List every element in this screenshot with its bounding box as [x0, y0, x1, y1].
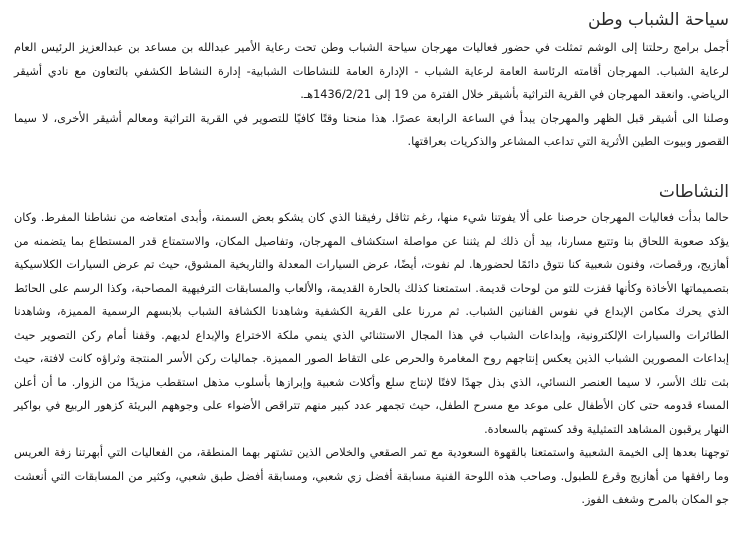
paragraph: حالما بدأت فعاليات المهرجان حرصنا على ألا يفوتنا شيء منها، رغم تثاقل رفيقنا الذي كان يشكو بعض السمنة، وأبدى امتعاضه من نشاطنا المفرط. وكان يؤكد صعوبة اللحاق بنا وتتبع مسارنا، بيد أن ذلك لم يثننا عن مواصلة استكشاف المهرجان، وتفاصيل المكان، والاستمتاع قدر المستطاع بما يتضمنه من أهازيج، ورقصات، وفنون شعبية كنا نتوق دائمًا لحضورها. لم نفوت، أيضًا، عرض السيارات المعدلة والتاريخية المشوق، حيث تم عرض السيارات الكلاسيكية بتصميماتها الأخاذة وكأنها قفزت للتو من لوحات قديمة. استمتعنا كذلك بالحارة القديمة، والألعاب والمسابقات الترفيهية المصاحبة، وكذا الرسم على الحائط الذي يحرك مكامن الإبداع في نفوس الفنانين الشباب. ثم مررنا على القرية الكشفية وشاهدنا الكشافة الشباب بلابسهم الرسمية المميزة، وشاهدنا الطائرات والسيارات الإلكترونية، وإبداعات الشباب في هذا المجال الاستثنائي الذي ينمي ملكة الاختراع والإبداع لديهم. وقفنا أمام ركن التصوير حيث إبداعات المصورين الشباب الذين يعكس إنتاجهم روح المغامرة والحرص على التقاط الصور المميزة. جماليات ركن الأسر المنتجة وثراؤه كانت لافتة، حيث بثت تلك الأسر، لا سيما العنصر النسائي، الذي بذل جهدًا لافتًا لإنتاج سلع وأكلات شعبية وإبرازها بأسلوب مذهل استقطب مزيدًا من الزوار. ما أن أعلن المساء قدومه حتى كان الأطفال على موعد مع مسرح الطفل، حيث تجمهر عدد كبير منهم تتراقص الأضواء على وجوههم البريئة كزهور الربيع في بواكير النهار يرقبون المشاهد التمثيلية وقد كستهم بالسعادة.: [14, 211, 729, 436]
section-title-youth-tourism: سياحة الشباب وطن: [587, 10, 729, 30]
section-body-activities: [14, 206, 729, 512]
paragraph: توجهنا بعدها إلى الخيمة الشعبية واستمتعنا بالقهوة السعودية مع تمر الصقعي والخلاص الذين تشتهر بهما المنطقة، من الفعاليات التي أبهرتنا زفة العريس وما رافقها من أهازيج وقرع للطبول. وصاحب هذه اللوحة الفنية مسابقة أفضل زي شعبي، ومسابقة أفضل طبق شعبي، وكثير من المسابقات التي أنعشت جو المكان بالمرح وشغف الفوز.: [14, 446, 729, 506]
section-body-youth-tourism: [14, 36, 729, 154]
section-title-activities: النشاطات: [658, 182, 729, 202]
paragraph: وصلنا الى أشيقر قبل الظهر والمهرجان يبدأ في الساعة الرابعة عصرًا. هذا منحنا وقتًا كافيًا للتصوير في القرية التراثية ومعالم أشيقر الأخرى، لا سيما القصور وبيوت الطين الأثرية التي تداعب المشاعر والذكريات بعراقتها.: [14, 111, 729, 148]
paragraph: أجمل برامج رحلتنا إلى الوشم تمثلت في حضور فعاليات مهرجان سياحة الشباب وطن تحت رعاية الأمير عبدالله بن مساعد بن عبدالعزيز الرئيس العام لرعاية الشباب. المهرجان أقامته الرئاسة العامة لرعاية الشباب - الإدارة العامة للنشاطات الشبابية- إدارة النشاط الكشفي بالتعاون مع نادي أشيقر الرياضي. وانعقد المهرجان في القرية التراثية بأشيقر خلال الفترة من 19 إلى 1436/2/21هـ.: [14, 41, 729, 101]
